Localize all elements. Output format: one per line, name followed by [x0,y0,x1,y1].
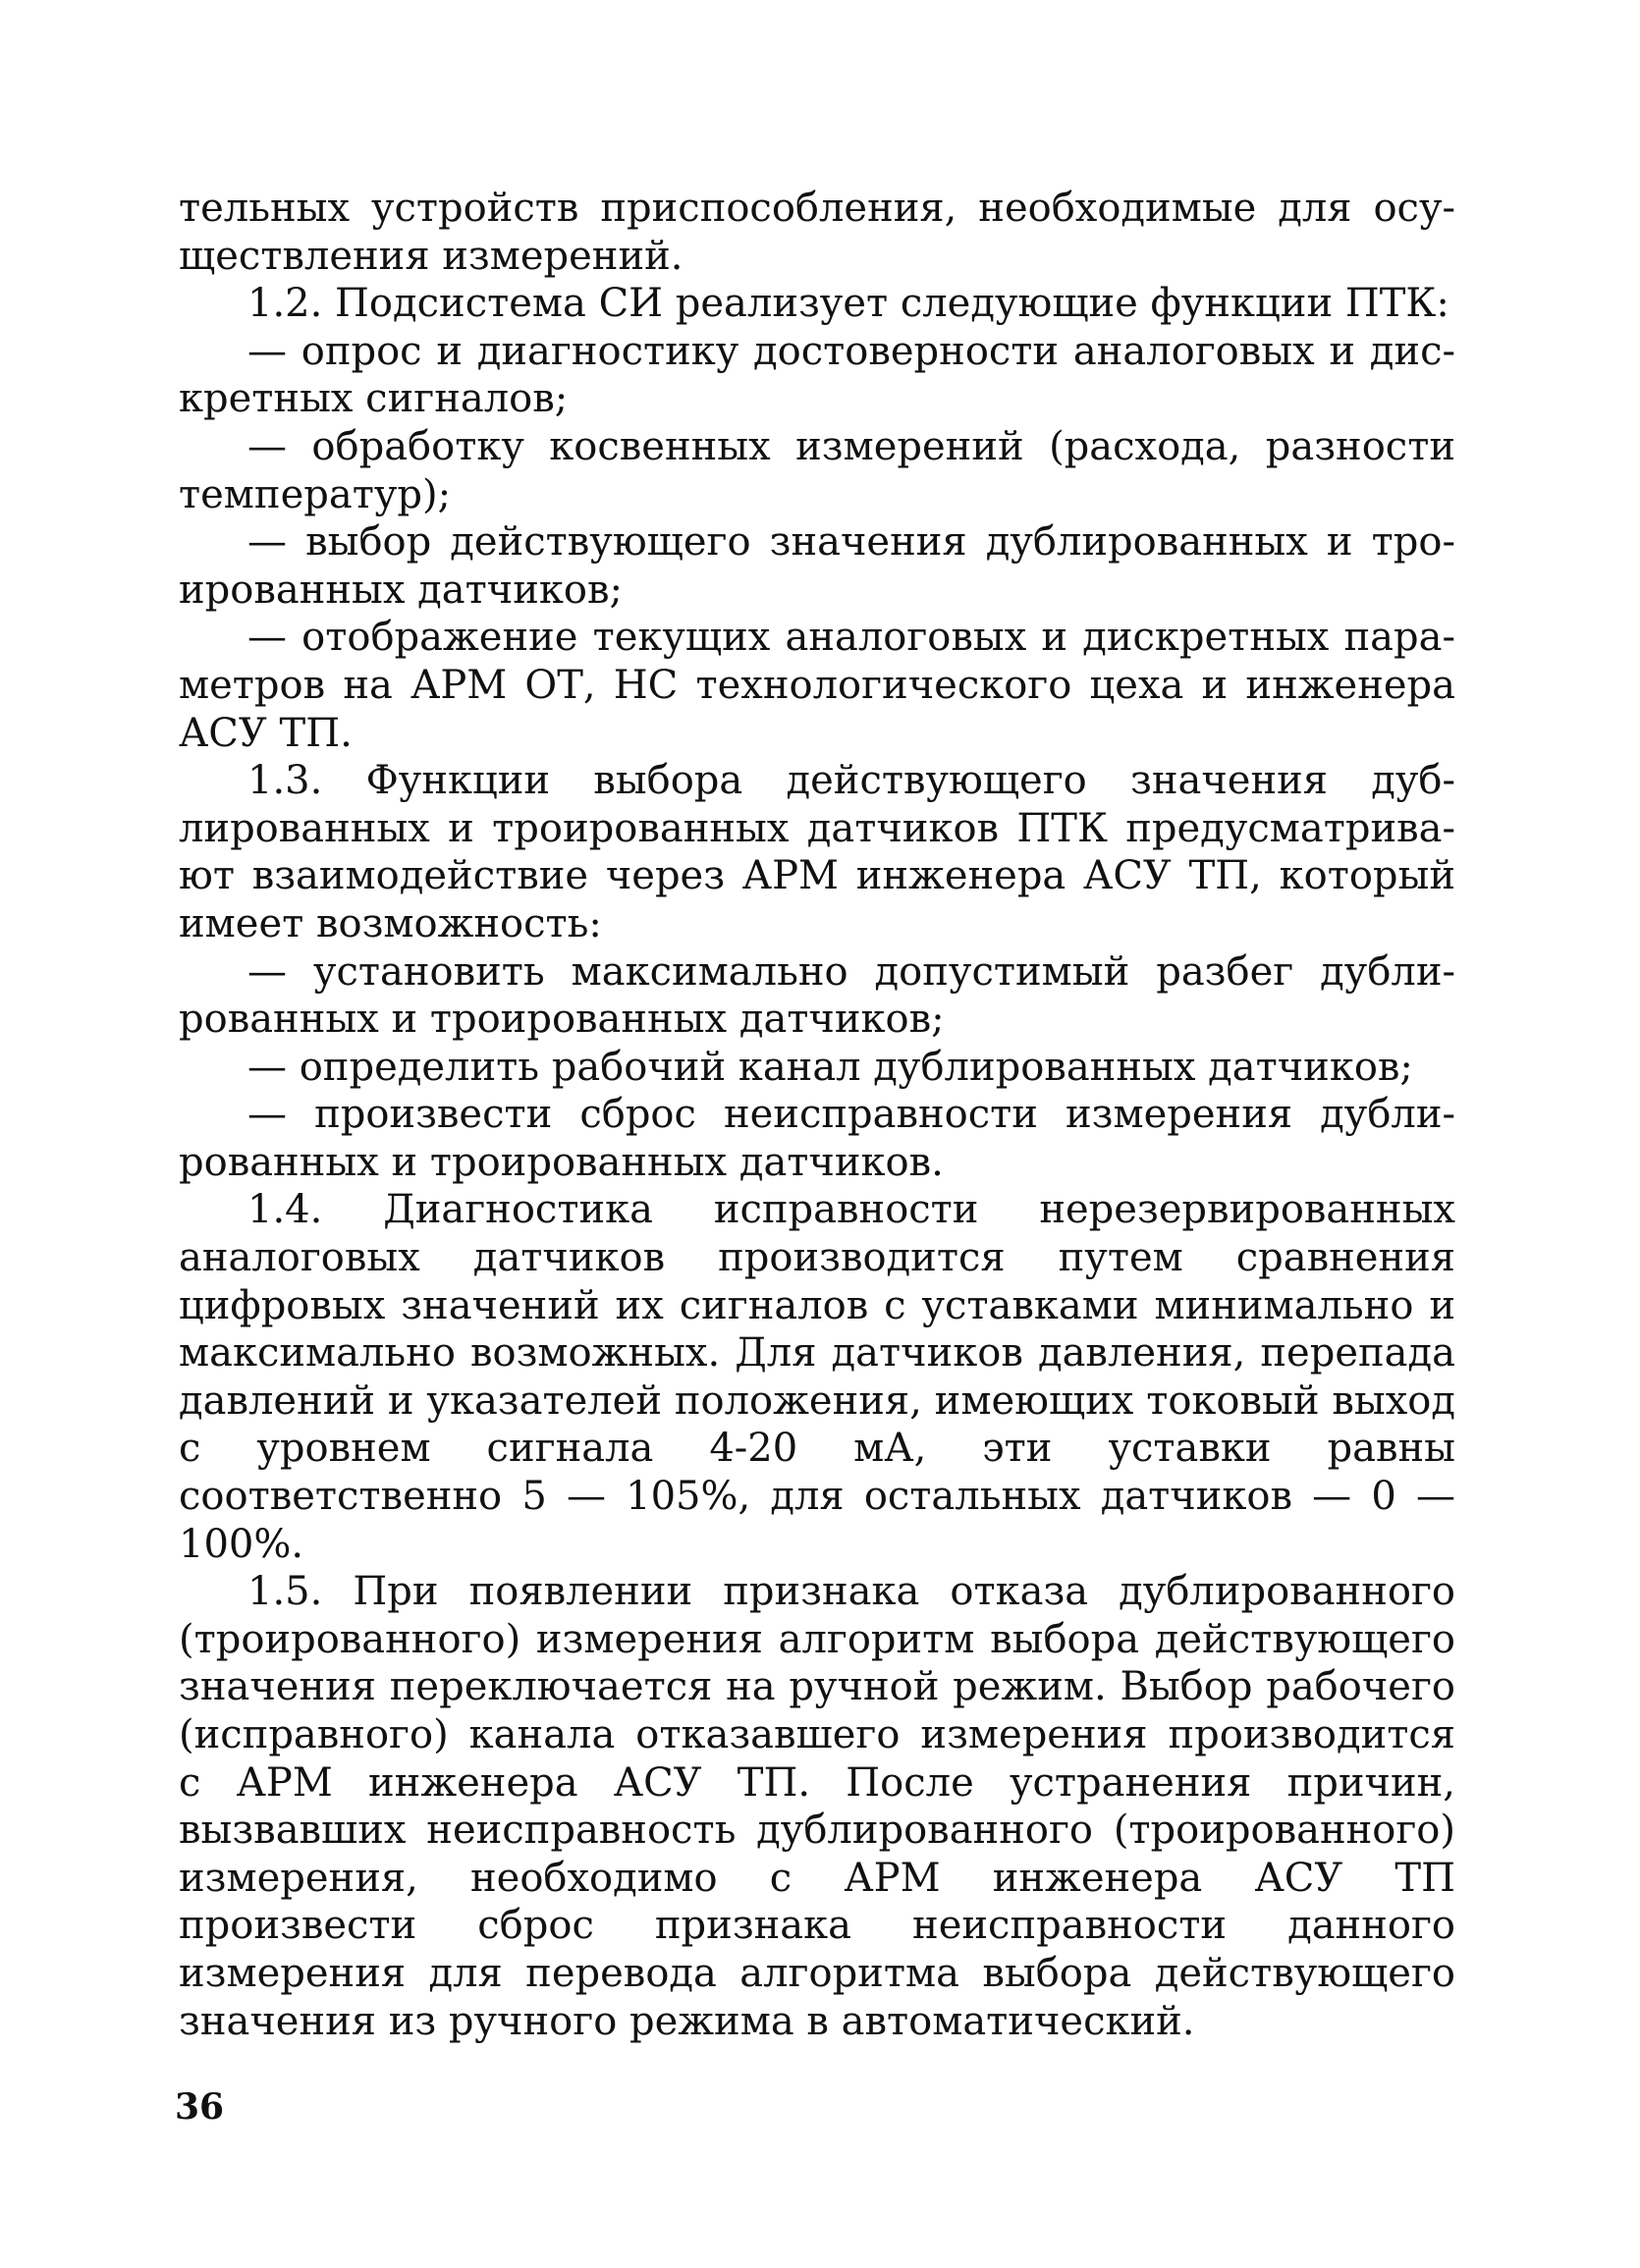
body-text [179,185,1455,2045]
list-item-max-spread: — установить максимально допустимый разбег дублированных и троированных датчиков; [179,948,1455,1043]
list-item-polling: — опрос и диагностику достоверности аналоговых и дискретных сигналов; [179,328,1455,422]
page-number: 36 [175,2086,225,2128]
list-item-indirect-measurements: — обработку косвенных измерений (расхода, разности температур); [179,423,1455,517]
list-item-fault-reset: — произвести сброс неисправности измерения дублированных и троированных датчиков. [179,1092,1455,1185]
paragraph-section-1-3: 1.3. Функции выбора действующего значения дублированных и троированных датчиков ПТК предусматривают взаимодействие через АРМ инженера АСУ ТП, который имеет возможность: [179,758,1455,946]
paragraph-section-1-5: 1.5. При появлении признака отказа дублированного (троированного) измерения алгоритм выбора действующего значения переключается на ручной режим. Выбор рабочего (исправного) канала отказавшего измерения производится с АРМ инженера АСУ ТП. После устранения причин, вызвавших неисправность дублированного (троированного) измерения, необходимо с АРМ инженера АСУ ТП произвести сброс признака неисправности данного измерения для перевода алгоритма выбора действующего значения из ручного режима в автоматический. [179,1569,1455,2044]
paragraph-continuation: тельных устройств приспособления, необходимые для осуществления измерений. [179,186,1455,279]
paragraph-section-1-4: 1.4. Диагностика исправности нерезервированных аналоговых датчиков производится путем сравнения цифровых значений их сигналов с уставками минимально и максимально возможных. Для датчиков давления, перепада давлений и указателей положения, имеющих токовый выход с уровнем сигнала 4-20 мА, эти уставки равны соответственно 5 — 105%, для остальных датчиков — 0 — 100%. [179,1187,1455,1567]
paragraph-section-1-2: 1.2. Подсистема СИ реализует следующие функции ПТК: [247,281,1449,327]
list-item-display: — отображение текущих аналоговых и дискретных параметров на АРМ ОТ, НС технологического цеха и инженера АСУ ТП. [179,615,1455,756]
list-item-working-channel: — определить рабочий канал дублированных датчиков; [247,1044,1413,1090]
list-item-value-selection: — выбор действующего значения дублированных и троированных датчиков; [179,519,1455,613]
